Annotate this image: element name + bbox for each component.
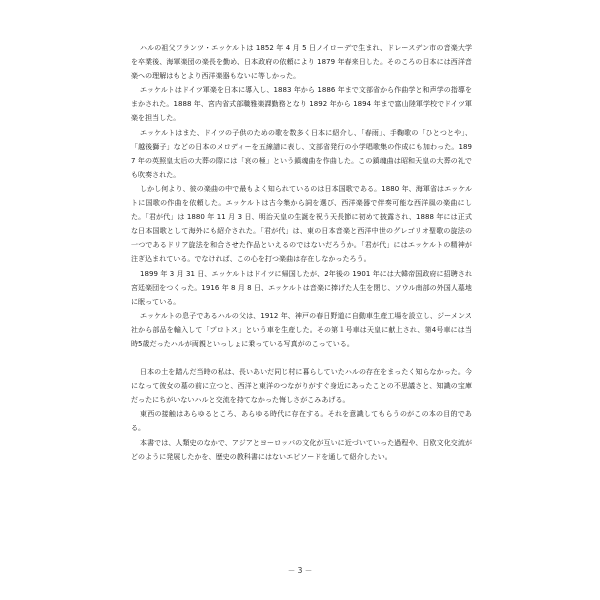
paragraph-kimigayo: しかし何より、彼の楽曲の中で最もよく知られているのは日本国歌である。1880 年、海軍省はエッケルトに国歌の作曲を依頼した。エッケルトは古今集から詞を選び、西洋楽器で伴奏可能な西洋風の楽曲にした。「君が代」は 1880 年 11 月 3 日、明治天皇の生誕を祝う天長節に初めて披露され、1888 年には正式な日本国歌として海外にも紹介された。「君が代」は、東の日本音楽と西洋中世のグレゴリオ聖歌の旋法の一つであるドリア旋法を和合させた作品といえるのではないだろうか。「君が代」にはエッケルトの精神が注ぎ込まれている。でなければ、この心を打つ楽曲は存在しなかったろう。 [131,184,472,264]
paragraph-book-introduction: 本書では、人類史のなかで、アジアとヨーロッパの文化が互いに近づいていった過程や、日欧文化交流がどのように発展したかを、歴史の教科書にはないエピソードを通して紹介したい。 [131,438,472,461]
body-text [131,41,472,464]
page-number: － 3 － [287,566,313,575]
paragraph-book-purpose: 東西の接触はあらゆるところ、あらゆる時代に存在する。それを意識してもらうのがこの本の目的である。 [131,410,472,433]
paragraph-author-reflection: 日本の土を踏んだ当時の私は、長いあいだ同じ村に暮らしていたハルの存在をまったく知らなかった。今になって彼女の墓の前に立つと、西洋と東洋のつながりがすぐ身近にあったことの不思議さと、知識の宝庫だったにちがいないハルと交流を持てなかった悔しさがこみあげる。 [131,368,472,405]
paragraph-childrens-songs: エッケルトはまた、ドイツの子供のための歌を数多く日本に紹介し、「春雨」、手鞠歌の「ひとつとや」、「越後獅子」などの日本のメロディーを五線譜に表し、文部省発行の小学唱歌集の作成にも加わった。1897 年の英照皇太后の大葬の際には「哀の極」という鎮魂曲を作曲した。この鎮魂曲は昭和天皇の大葬の礼でも吹奏された。 [131,128,472,179]
paragraph-eckert-arrival: ハルの祖父フランツ・エッケルトは 1852 年 4 月 5 日ノイローデで生まれ、ドレースデン市の音楽大学を卒業後、海軍楽団の楽長を勤め、日本政府の依頼により 1879 年春来日した。そのころの日本には西洋音楽への理解はもとより西洋楽器もないに等しかった。 [131,44,472,81]
paragraph-return-to-germany: 1899 年 3 月 31 日、エッケルトはドイツに帰国したが、2年後の 1901 年には大韓帝国政府に招聘され宮廷楽団をつくった。1916 年 8 月 8 日、エッケルトは音楽に捧げた人生を閉じ、ソウル南部の外国人墓地に眠っている。 [131,269,472,306]
paragraph-protos-car: エッケルトの息子であるハルの父は、1912 年、神戸の春日野道に自動車生産工場を設立し、ジーメンス社から部品を輸入して「プロトス」という車を生産した。その第１号車は天皇に献上され、第4号車には当時5歳だったハルが両親といっしょに乗っている写真がのこっている。 [131,311,472,348]
paragraph-gap [131,351,472,365]
paragraph-military-music: エッケルトはドイツ軍楽を日本に導入し、1883 年から 1886 年まで文部省から作曲学と和声学の指導をまかされた。1888 年、宮内省式部職雅楽課勤務となり 1892 年から 1894 年まで富山陸軍学校でドイツ軍楽を担当した。 [131,86,472,123]
